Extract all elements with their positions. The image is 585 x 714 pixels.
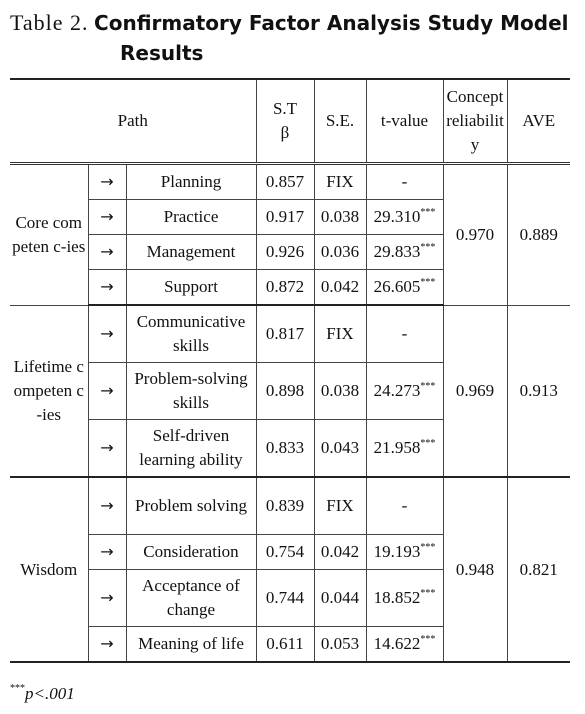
sig-marker: *** — [420, 277, 436, 288]
se-cell: 0.038 — [314, 200, 366, 235]
header-row — [10, 79, 570, 164]
table-title-line2: Results — [120, 41, 204, 65]
t-cell — [366, 200, 443, 235]
header-st: S.T — [272, 99, 298, 118]
ave-cell: 0.889 — [507, 164, 570, 306]
t-value: 29.310 — [373, 207, 421, 226]
arrow-icon: → — [88, 270, 126, 306]
item-cell: Self-driven learning ability — [126, 420, 256, 478]
t-value: 19.193 — [373, 542, 421, 561]
footnote — [10, 684, 75, 704]
item-cell: Support — [126, 270, 256, 306]
ave-cell: 0.821 — [507, 477, 570, 662]
st-cell: 0.898 — [256, 363, 314, 420]
t-value: 21.958 — [373, 438, 421, 457]
arrow-icon: → — [88, 477, 126, 535]
se-cell: 0.038 — [314, 363, 366, 420]
se-cell: 0.042 — [314, 535, 366, 570]
cr-cell: 0.970 — [443, 164, 507, 306]
header-t-value: t-value — [366, 79, 443, 164]
t-value: 18.852 — [373, 588, 421, 607]
t-value: - — [401, 324, 408, 343]
table-title-line1: Confirmatory Factor Analysis Study Model — [94, 11, 569, 35]
item-cell: Practice — [126, 200, 256, 235]
header-concept-reliability: Concept reliability — [443, 79, 507, 164]
t-cell — [366, 627, 443, 663]
st-cell: 0.872 — [256, 270, 314, 306]
header-beta: β — [280, 123, 290, 142]
st-cell: 0.744 — [256, 570, 314, 627]
sig-marker: *** — [420, 542, 436, 553]
footnote-sig-marker: *** — [10, 683, 25, 694]
se-cell: 0.053 — [314, 627, 366, 663]
item-cell: Management — [126, 235, 256, 270]
header-st-beta — [256, 79, 314, 164]
item-cell: Planning — [126, 164, 256, 200]
arrow-icon: → — [88, 200, 126, 235]
se-cell: FIX — [314, 164, 366, 200]
st-cell: 0.917 — [256, 200, 314, 235]
group-lifetime-competencies: Lifetime competen c-ies — [10, 305, 88, 477]
t-cell — [366, 420, 443, 478]
t-cell — [366, 535, 443, 570]
t-cell — [366, 270, 443, 306]
t-cell — [366, 235, 443, 270]
st-cell: 0.833 — [256, 420, 314, 478]
item-cell: Meaning of life — [126, 627, 256, 663]
cr-cell: 0.969 — [443, 305, 507, 477]
table-row — [10, 305, 570, 363]
table-row — [10, 164, 570, 200]
sig-marker: *** — [420, 381, 436, 392]
table-row — [10, 477, 570, 535]
se-cell: 0.036 — [314, 235, 366, 270]
item-cell: Problem solving — [126, 477, 256, 535]
arrow-icon: → — [88, 164, 126, 200]
arrow-icon: → — [88, 363, 126, 420]
se-cell: FIX — [314, 305, 366, 363]
se-cell: 0.043 — [314, 420, 366, 478]
item-cell: Consideration — [126, 535, 256, 570]
t-cell — [366, 570, 443, 627]
arrow-icon: → — [88, 305, 126, 363]
cfa-results-table — [10, 78, 570, 663]
t-cell — [366, 363, 443, 420]
st-cell: 0.817 — [256, 305, 314, 363]
sig-marker: *** — [420, 242, 436, 253]
t-value: 29.833 — [373, 242, 421, 261]
sig-marker: *** — [420, 588, 436, 599]
sig-marker: *** — [420, 438, 436, 449]
t-value: - — [401, 172, 408, 191]
sig-marker: *** — [420, 634, 436, 645]
arrow-icon: → — [88, 235, 126, 270]
item-cell: Communicative skills — [126, 305, 256, 363]
st-cell: 0.611 — [256, 627, 314, 663]
header-se: S.E. — [314, 79, 366, 164]
arrow-icon: → — [88, 420, 126, 478]
t-cell — [366, 164, 443, 200]
group-wisdom: Wisdom — [10, 477, 88, 662]
group-core-competencies: Core competen c-ies — [10, 164, 88, 306]
arrow-icon: → — [88, 570, 126, 627]
header-ave: AVE — [507, 79, 570, 164]
sig-marker: *** — [420, 207, 436, 218]
st-cell: 0.754 — [256, 535, 314, 570]
st-cell: 0.839 — [256, 477, 314, 535]
item-cell: Acceptance of change — [126, 570, 256, 627]
se-cell: FIX — [314, 477, 366, 535]
table-label: Table 2. — [10, 10, 89, 35]
t-cell — [366, 305, 443, 363]
se-cell: 0.044 — [314, 570, 366, 627]
arrow-icon: → — [88, 627, 126, 663]
ave-cell: 0.913 — [507, 305, 570, 477]
header-path: Path — [10, 79, 256, 164]
t-value: 14.622 — [373, 634, 421, 653]
t-cell — [366, 477, 443, 535]
t-value: 24.273 — [373, 381, 421, 400]
table-title — [10, 8, 570, 68]
footnote-text: p<.001 — [25, 684, 75, 703]
t-value: - — [401, 496, 408, 515]
se-cell: 0.042 — [314, 270, 366, 306]
cr-cell: 0.948 — [443, 477, 507, 662]
st-cell: 0.926 — [256, 235, 314, 270]
st-cell: 0.857 — [256, 164, 314, 200]
item-cell: Problem-solving skills — [126, 363, 256, 420]
arrow-icon: → — [88, 535, 126, 570]
t-value: 26.605 — [373, 277, 421, 296]
